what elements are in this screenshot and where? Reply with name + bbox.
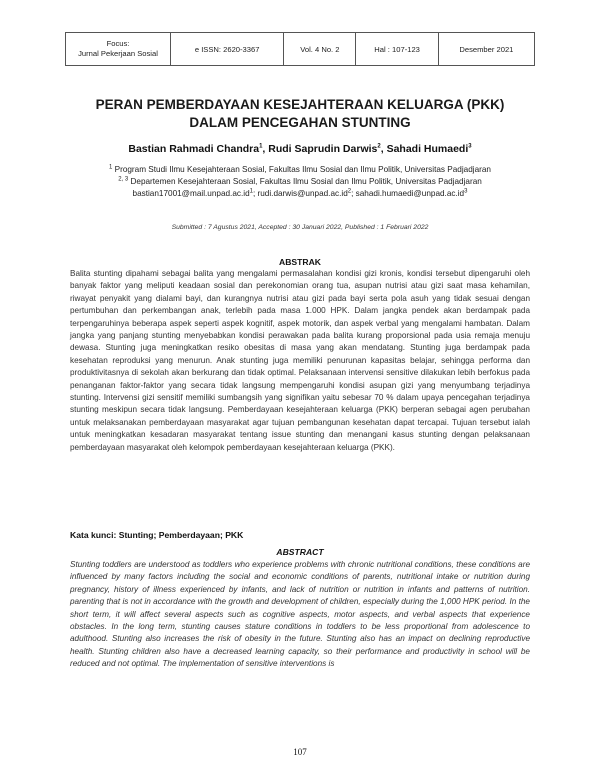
- author-name: Bastian Rahmadi Chandra: [128, 143, 260, 155]
- abstrak-body: Balita stunting dipahami sebagai balita yang mengalami permasalahan kondisi gizi kronis, kondisi tersebut dipengaruhi oleh banyak faktor yang meliputi keadaan sosial dan perekonomian orang tua, asupan nutrisi atau gizi saat masa kehamilan, riwayat penyakit yang dialami bayi, dan kurangnya nutrisi atau gizi pada bayi serta pola asuh yang tidak sesuai dengan pertumbuhan dan perkembangan anak, terlebih pada masa 1.000 HPK. Dalam jangka pendek akan berdampak pada terpengaruhinya beberapa aspek seperti aspek kognitif, aspek motorik, dan aspek verbal yang mengalami hambatan. Dalam jangka yang panjang stunting menyebabkan kondisi perawakan pada balita kurang proporsional pada usia remaja menuju dewasa. Stunting juga meningkatkan resiko obesitas di masa yang akan mendatang. Stunting juga berdampak pada kesehatan reproduksi yang menurun. Anak stunting juga memiliki penurunan kapasitas belajar, sehingga performa dan produktivitasnya di sekolah akan berkurang dan tidak optimal. Pelaksanaan intervensi sensitive dilakukan lebih berfokus pada penanganan faktor-faktor yang secara tidak langsung mempengaruhi kondisi asupan gizi yang menyumbang terjadinya stunting. Intervensi gizi sensitif memiliki sumbangsih yang signifikan yaitu sebesar 70 % dalam upaya pencegahan terjadinya stunting meskipun secara tidak langsung. Pemberdayaan kesejahteraan keluarga (PKK) berperan sebagai agen perubahan untuk melaksanakan pemberdayaan masyarakat agar tujuan pembangunan kesehatan dapat tercapai. Tujuan tersebut ialah untuk meningkatkan kesadaran masyarakat tentang issue stunting dan menangani kasus stunting dengan pelaksanaan pemberdayaan masyarakat oleh kelompok pemberdayaan kesejahteraan keluarga (PKK).: [70, 269, 530, 452]
- date-cell: Desember 2021: [438, 33, 534, 66]
- journal-name-cell: [66, 33, 171, 66]
- paper-title: [60, 96, 540, 132]
- author-name: Rudi Saprudin Darwis: [268, 143, 378, 155]
- title-line-1: PERAN PEMBERDAYAAN KESEJAHTERAAN KELUARGA (PKK): [95, 97, 505, 112]
- title-line-2: DALAM PENCEGAHAN STUNTING: [189, 115, 411, 130]
- affiliations: [60, 164, 540, 200]
- journal-header-table: [65, 32, 535, 66]
- journal-line-1: Focus:: [106, 39, 130, 48]
- author-list: [60, 143, 540, 155]
- submission-dates: Submitted : 7 Agustus 2021, Accepted : 30 Januari 2022, Published : 1 Februari 2022: [171, 224, 429, 231]
- pages-cell: Hal : 107-123: [356, 33, 438, 66]
- email-link[interactable]: bastian17001@mail.unpad.ac.id: [132, 189, 250, 198]
- issn-cell: e ISSN: 2620-3367: [171, 33, 284, 66]
- keywords: Kata kunci: Stunting; Pemberdayaan; PKK: [70, 530, 244, 540]
- abstrak-heading: ABSTRAK: [278, 257, 321, 267]
- aff-sup: 1: [109, 164, 113, 171]
- author-sep: ,: [262, 143, 269, 155]
- aff-sup: 2, 3: [118, 176, 129, 183]
- author-sep: ,: [380, 143, 387, 155]
- abstract-heading: ABSTRACT: [276, 547, 324, 557]
- aff-text: Departemen Kesejahteraan Sosial, Fakultas Ilmu Sosial dan Ilmu Politik, Universitas Padjadjaran: [128, 177, 482, 186]
- journal-line-2: Jurnal Pekerjaan Sosial: [78, 49, 158, 58]
- author-name: Sahadi Humaedi: [386, 143, 469, 155]
- affiliation-1: [60, 164, 540, 176]
- affiliation-2: [60, 176, 540, 188]
- author-sup: 2: [377, 143, 381, 150]
- author-sup: 3: [468, 143, 472, 150]
- author-sup: 1: [259, 143, 263, 150]
- volume-cell: Vol. 4 No. 2: [284, 33, 356, 66]
- email-link[interactable]: ; sahadi.humaedi@unpad.ac.id: [351, 189, 465, 198]
- page-number: 107: [293, 747, 307, 757]
- email-sup: 2: [347, 188, 352, 195]
- email-sup: 3: [464, 188, 468, 195]
- email-link[interactable]: ; rudi.darwis@unpad.ac.id: [252, 189, 348, 198]
- abstract-body: Stunting toddlers are understood as toddlers who experience problems with chronic nutritional conditions, these conditions are influenced by many factors including the social and economic conditions of parents, nutritional intake or nutrition during pregnancy, history of illness experienced by infants, and lack of nutrition or nutrition in infants and patterns of nutrition. parenting that is not in accordance with the growth and development of children, especially during the 1,000 HPK period. In the short term, it will affect several aspects such as cognitive aspects, motor aspects, and verbal aspects that experience obstacles. In the long term, stunting causes stature conditions in toddlers to be less proportional from adolescence to adulthood. Stunting also increases the risk of obesity in the future. Stunting also has an impact on declining reproductive health. Stunting children also have a decreased learning capacity, so their performance and productivity in school will be reduced and not optimal. The implementation of sensitive interventions is: [70, 560, 530, 669]
- author-emails: [60, 188, 540, 200]
- aff-text: Program Studi Ilmu Kesejahteraan Sosial, Fakultas Ilmu Sosial dan Ilmu Politik, Universitas Padjadjaran: [112, 165, 491, 174]
- email-sup: 1: [249, 188, 253, 195]
